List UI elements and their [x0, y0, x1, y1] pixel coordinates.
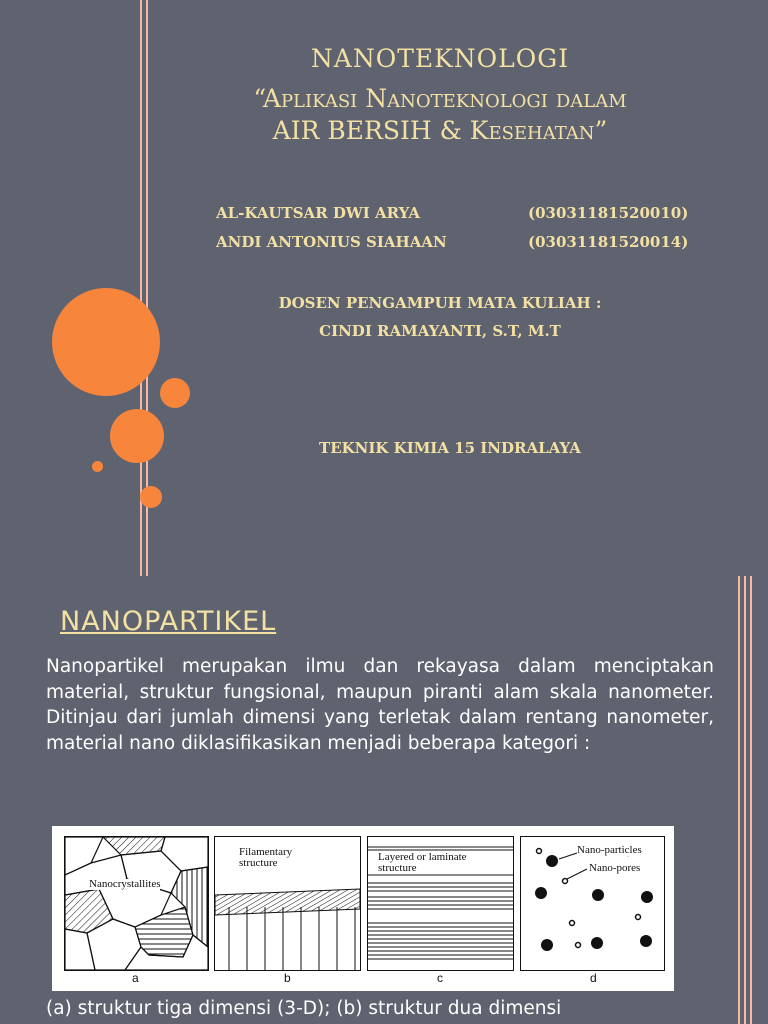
panel-c-text: Layered or laminate structure [378, 852, 503, 874]
decorative-circle-small [140, 486, 162, 508]
department: TEKNIK KIMIA 15 INDRALAYA [319, 439, 581, 457]
lecturer-label: DOSEN PENGAMPUH MATA KULIAH : [278, 294, 602, 312]
nanocrystallites-drawing [65, 837, 208, 970]
structure-figure [52, 826, 674, 991]
decorative-circle-tiny [92, 461, 103, 472]
figure-caption: (a) struktur tiga dimensi (3-D); (b) struktur dua dimensi [46, 998, 562, 1019]
decorative-circle-medium [110, 409, 164, 463]
panel-a-text: Nanocrystallites [89, 878, 161, 890]
decorative-line [744, 576, 746, 1024]
decorative-line [750, 576, 752, 1024]
author-name: AL-KAUTSAR DWI ARYA [216, 204, 421, 222]
section-title: NANOPARTIKEL [60, 606, 277, 637]
content-slide [0, 576, 768, 1024]
figure-panel-b [214, 836, 361, 971]
decorative-line [738, 576, 740, 1024]
nanoparticles-drawing [521, 837, 664, 970]
panel-label: b [284, 971, 291, 985]
author-id: (03031181520010) [528, 204, 689, 222]
author-id: (03031181520014) [528, 233, 689, 251]
figure-panel-c [367, 836, 514, 971]
panel-d-text2: Nano-pores [589, 862, 641, 874]
decorative-circle-small [160, 378, 190, 408]
panel-label: a [132, 971, 139, 985]
panel-label: c [437, 971, 443, 985]
slide-subtitle-line2: AIR BERSIH & Kesehatan” [272, 116, 608, 145]
panel-label: d [590, 971, 597, 985]
author-name: ANDI ANTONIUS SIAHAAN [216, 233, 447, 251]
panel-b-text: Filamentary structure [239, 846, 293, 869]
figure-panel-a [64, 836, 209, 971]
decorative-circle-large [52, 288, 160, 396]
panel-d-text1: Nano-particles [577, 844, 642, 856]
slide-subtitle-line1: “Aplikasi Nanoteknologi dalam [253, 84, 627, 113]
lecturer-name: CINDI RAMAYANTI, S.T, M.T [319, 322, 561, 340]
slide-title: NANOTEKNOLOGI [310, 44, 570, 73]
figure-panel-d [520, 836, 665, 971]
body-paragraph: Nanopartikel merupakan ilmu dan rekayasa dalam menciptakan material, struktur fungsional, maupun piranti alam skala nanometer. Ditinjau dari jumlah dimensi yang terletak dalam rentang nanometer, material nano diklasifikasikan menjadi beberapa kategori : [46, 656, 714, 754]
